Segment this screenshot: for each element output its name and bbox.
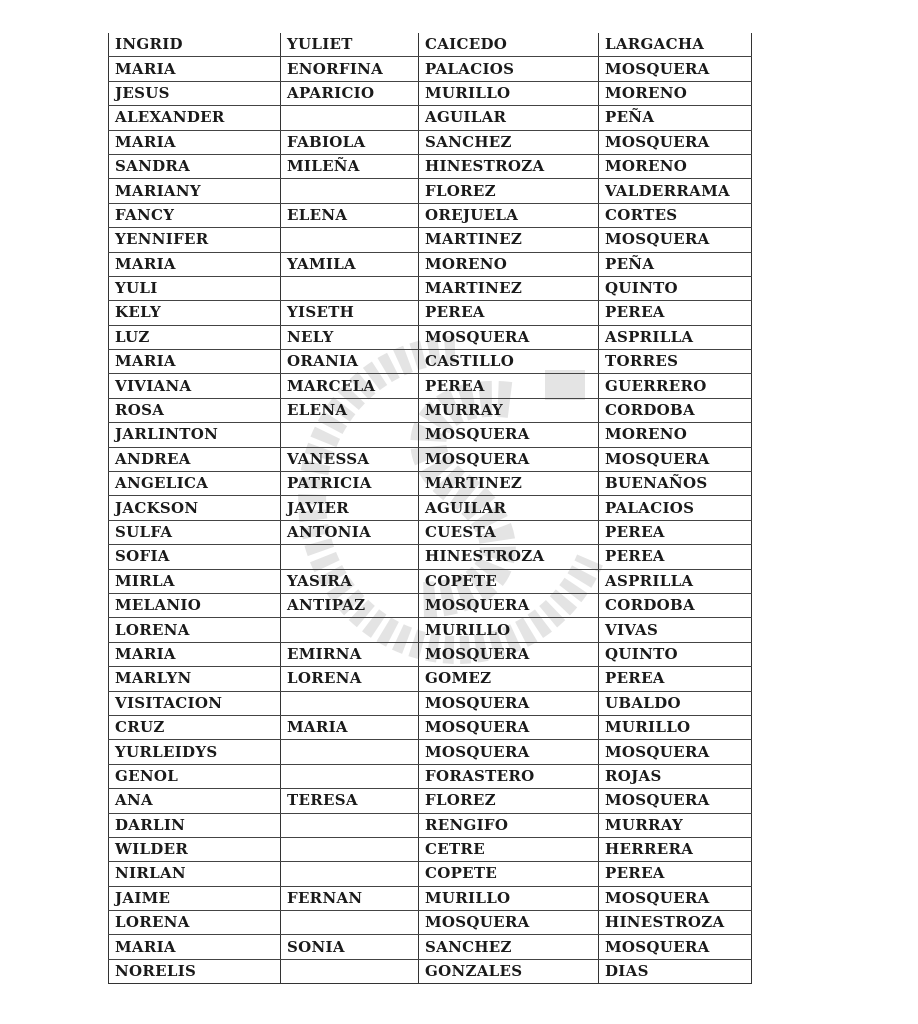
first-surname-cell: SANCHEZ	[419, 935, 599, 959]
second-name-cell: EMIRNA	[281, 642, 419, 666]
first-surname-cell: SANCHEZ	[419, 130, 599, 154]
second-name-cell	[281, 691, 419, 715]
first-name-cell: CRUZ	[109, 715, 281, 739]
first-surname-cell: MOSQUERA	[419, 593, 599, 617]
table-row	[109, 642, 752, 666]
second-name-cell	[281, 423, 419, 447]
second-name-cell	[281, 911, 419, 935]
second-name-cell: SONIA	[281, 935, 419, 959]
first-surname-cell: MOSQUERA	[419, 325, 599, 349]
table-row	[109, 472, 752, 496]
first-surname-cell: PEREA	[419, 374, 599, 398]
second-surname-cell: HINESTROZA	[599, 911, 752, 935]
first-name-cell: SULFA	[109, 520, 281, 544]
first-name-cell: DARLIN	[109, 813, 281, 837]
first-name-cell: VISITACION	[109, 691, 281, 715]
second-surname-cell: CORTES	[599, 203, 752, 227]
first-name-cell: WILDER	[109, 837, 281, 861]
second-surname-cell: MOSQUERA	[599, 447, 752, 471]
first-surname-cell: AGUILAR	[419, 496, 599, 520]
first-surname-cell: RENGIFO	[419, 813, 599, 837]
first-surname-cell: PEREA	[419, 301, 599, 325]
first-name-cell: LORENA	[109, 911, 281, 935]
first-name-cell: SANDRA	[109, 154, 281, 178]
first-surname-cell: CAICEDO	[419, 33, 599, 57]
first-name-cell: LUZ	[109, 325, 281, 349]
first-surname-cell: FLOREZ	[419, 789, 599, 813]
second-surname-cell: PEÑA	[599, 106, 752, 130]
first-surname-cell: FORASTERO	[419, 764, 599, 788]
table-row	[109, 959, 752, 983]
first-name-cell: MARIANY	[109, 179, 281, 203]
first-name-cell: MIRLA	[109, 569, 281, 593]
first-surname-cell: CETRE	[419, 837, 599, 861]
first-name-cell: MARIA	[109, 350, 281, 374]
table-row	[109, 423, 752, 447]
table-row	[109, 911, 752, 935]
table-row	[109, 106, 752, 130]
first-name-cell: MELANIO	[109, 593, 281, 617]
second-surname-cell: HERRERA	[599, 837, 752, 861]
first-name-cell: NIRLAN	[109, 862, 281, 886]
table-row	[109, 545, 752, 569]
second-surname-cell: MURRAY	[599, 813, 752, 837]
second-surname-cell: MORENO	[599, 423, 752, 447]
second-surname-cell: ASPRILLA	[599, 569, 752, 593]
first-surname-cell: FLOREZ	[419, 179, 599, 203]
first-surname-cell: PALACIOS	[419, 57, 599, 81]
table-row	[109, 33, 752, 57]
second-name-cell: LORENA	[281, 667, 419, 691]
second-name-cell: ENORFINA	[281, 57, 419, 81]
table-row	[109, 447, 752, 471]
second-name-cell	[281, 545, 419, 569]
second-surname-cell: PEREA	[599, 301, 752, 325]
first-surname-cell: MURILLO	[419, 81, 599, 105]
second-name-cell	[281, 179, 419, 203]
first-surname-cell: MURILLO	[419, 618, 599, 642]
first-surname-cell: CUESTA	[419, 520, 599, 544]
table-row	[109, 350, 752, 374]
first-name-cell: MARIA	[109, 57, 281, 81]
table-row	[109, 667, 752, 691]
first-name-cell: MARIA	[109, 935, 281, 959]
table-row	[109, 81, 752, 105]
second-surname-cell: UBALDO	[599, 691, 752, 715]
first-name-cell: JAIME	[109, 886, 281, 910]
table-row	[109, 862, 752, 886]
first-name-cell: ANGELICA	[109, 472, 281, 496]
second-name-cell	[281, 813, 419, 837]
second-name-cell: ELENA	[281, 203, 419, 227]
second-surname-cell: LARGACHA	[599, 33, 752, 57]
second-surname-cell: ASPRILLA	[599, 325, 752, 349]
second-name-cell: YISETH	[281, 301, 419, 325]
first-name-cell: JARLINTON	[109, 423, 281, 447]
table-row	[109, 886, 752, 910]
first-name-cell: ANA	[109, 789, 281, 813]
first-name-cell: INGRID	[109, 33, 281, 57]
table-row	[109, 57, 752, 81]
table-row	[109, 203, 752, 227]
table-row	[109, 691, 752, 715]
table-row	[109, 789, 752, 813]
second-name-cell	[281, 764, 419, 788]
table-row	[109, 520, 752, 544]
second-surname-cell: DIAS	[599, 959, 752, 983]
table-row	[109, 593, 752, 617]
second-name-cell	[281, 740, 419, 764]
second-surname-cell: PALACIOS	[599, 496, 752, 520]
first-name-cell: MARIA	[109, 130, 281, 154]
second-surname-cell: MOSQUERA	[599, 886, 752, 910]
table-row	[109, 398, 752, 422]
first-surname-cell: CASTILLO	[419, 350, 599, 374]
first-name-cell: KELY	[109, 301, 281, 325]
second-surname-cell: MOSQUERA	[599, 57, 752, 81]
second-name-cell: VANESSA	[281, 447, 419, 471]
second-name-cell	[281, 862, 419, 886]
second-name-cell	[281, 276, 419, 300]
second-name-cell: FABIOLA	[281, 130, 419, 154]
second-surname-cell: MURILLO	[599, 715, 752, 739]
table-row	[109, 740, 752, 764]
first-surname-cell: MORENO	[419, 252, 599, 276]
first-name-cell: ROSA	[109, 398, 281, 422]
first-name-cell: GENOL	[109, 764, 281, 788]
second-name-cell: YAMILA	[281, 252, 419, 276]
second-name-cell	[281, 228, 419, 252]
first-name-cell: VIVIANA	[109, 374, 281, 398]
first-name-cell: NORELIS	[109, 959, 281, 983]
second-name-cell: TERESA	[281, 789, 419, 813]
second-surname-cell: MOSQUERA	[599, 228, 752, 252]
first-name-cell: YENNIFER	[109, 228, 281, 252]
table-row	[109, 374, 752, 398]
table-row	[109, 252, 752, 276]
second-surname-cell: CORDOBA	[599, 398, 752, 422]
second-surname-cell: MORENO	[599, 81, 752, 105]
second-name-cell: ORANIA	[281, 350, 419, 374]
first-surname-cell: MOSQUERA	[419, 911, 599, 935]
first-name-cell: MARIA	[109, 252, 281, 276]
first-surname-cell: MOSQUERA	[419, 740, 599, 764]
names-table-body	[109, 33, 752, 984]
second-surname-cell: MOSQUERA	[599, 130, 752, 154]
second-surname-cell: BUENAÑOS	[599, 472, 752, 496]
table-row	[109, 813, 752, 837]
table-row	[109, 764, 752, 788]
second-surname-cell: PEÑA	[599, 252, 752, 276]
second-surname-cell: MORENO	[599, 154, 752, 178]
second-surname-cell: QUINTO	[599, 276, 752, 300]
first-surname-cell: MOSQUERA	[419, 423, 599, 447]
second-surname-cell: TORRES	[599, 350, 752, 374]
second-surname-cell: VALDERRAMA	[599, 179, 752, 203]
table-row	[109, 228, 752, 252]
table-row	[109, 837, 752, 861]
second-name-cell: YASIRA	[281, 569, 419, 593]
second-surname-cell: MOSQUERA	[599, 935, 752, 959]
first-surname-cell: MARTINEZ	[419, 472, 599, 496]
first-surname-cell: COPETE	[419, 862, 599, 886]
second-name-cell: YULIET	[281, 33, 419, 57]
first-name-cell: JESUS	[109, 81, 281, 105]
first-surname-cell: MURILLO	[419, 886, 599, 910]
table-row	[109, 276, 752, 300]
second-name-cell: ELENA	[281, 398, 419, 422]
second-name-cell: FERNAN	[281, 886, 419, 910]
second-name-cell: NELY	[281, 325, 419, 349]
first-surname-cell: MOSQUERA	[419, 642, 599, 666]
table-row	[109, 130, 752, 154]
first-surname-cell: MARTINEZ	[419, 276, 599, 300]
second-surname-cell: MOSQUERA	[599, 740, 752, 764]
first-surname-cell: MOSQUERA	[419, 447, 599, 471]
first-name-cell: YURLEIDYS	[109, 740, 281, 764]
first-name-cell: MARLYN	[109, 667, 281, 691]
first-surname-cell: MURRAY	[419, 398, 599, 422]
table-row	[109, 715, 752, 739]
second-name-cell: PATRICIA	[281, 472, 419, 496]
second-surname-cell: PEREA	[599, 862, 752, 886]
first-surname-cell: HINESTROZA	[419, 154, 599, 178]
first-surname-cell: MOSQUERA	[419, 691, 599, 715]
second-name-cell: JAVIER	[281, 496, 419, 520]
table-row	[109, 935, 752, 959]
first-name-cell: ALEXANDER	[109, 106, 281, 130]
table-row	[109, 569, 752, 593]
table-row	[109, 496, 752, 520]
second-surname-cell: QUINTO	[599, 642, 752, 666]
second-name-cell	[281, 959, 419, 983]
names-table	[108, 33, 752, 984]
first-surname-cell: GOMEZ	[419, 667, 599, 691]
first-surname-cell: GONZALES	[419, 959, 599, 983]
first-surname-cell: AGUILAR	[419, 106, 599, 130]
first-name-cell: MARIA	[109, 642, 281, 666]
first-surname-cell: COPETE	[419, 569, 599, 593]
first-surname-cell: MARTINEZ	[419, 228, 599, 252]
first-name-cell: FANCY	[109, 203, 281, 227]
second-surname-cell: VIVAS	[599, 618, 752, 642]
first-surname-cell: MOSQUERA	[419, 715, 599, 739]
second-surname-cell: GUERRERO	[599, 374, 752, 398]
table-row	[109, 325, 752, 349]
second-surname-cell: ROJAS	[599, 764, 752, 788]
table-row	[109, 154, 752, 178]
first-name-cell: YULI	[109, 276, 281, 300]
table-row	[109, 301, 752, 325]
second-name-cell	[281, 837, 419, 861]
first-name-cell: SOFIA	[109, 545, 281, 569]
second-surname-cell: MOSQUERA	[599, 789, 752, 813]
table-row	[109, 179, 752, 203]
second-name-cell	[281, 106, 419, 130]
first-name-cell: JACKSON	[109, 496, 281, 520]
first-surname-cell: HINESTROZA	[419, 545, 599, 569]
second-name-cell: MILEÑA	[281, 154, 419, 178]
table-row	[109, 618, 752, 642]
second-surname-cell: CORDOBA	[599, 593, 752, 617]
second-name-cell: MARCELA	[281, 374, 419, 398]
first-name-cell: ANDREA	[109, 447, 281, 471]
second-name-cell: ANTIPAZ	[281, 593, 419, 617]
second-name-cell: MARIA	[281, 715, 419, 739]
second-name-cell	[281, 618, 419, 642]
second-surname-cell: PEREA	[599, 667, 752, 691]
first-surname-cell: OREJUELA	[419, 203, 599, 227]
second-surname-cell: PEREA	[599, 520, 752, 544]
first-name-cell: LORENA	[109, 618, 281, 642]
second-name-cell: ANTONIA	[281, 520, 419, 544]
second-name-cell: APARICIO	[281, 81, 419, 105]
second-surname-cell: PEREA	[599, 545, 752, 569]
